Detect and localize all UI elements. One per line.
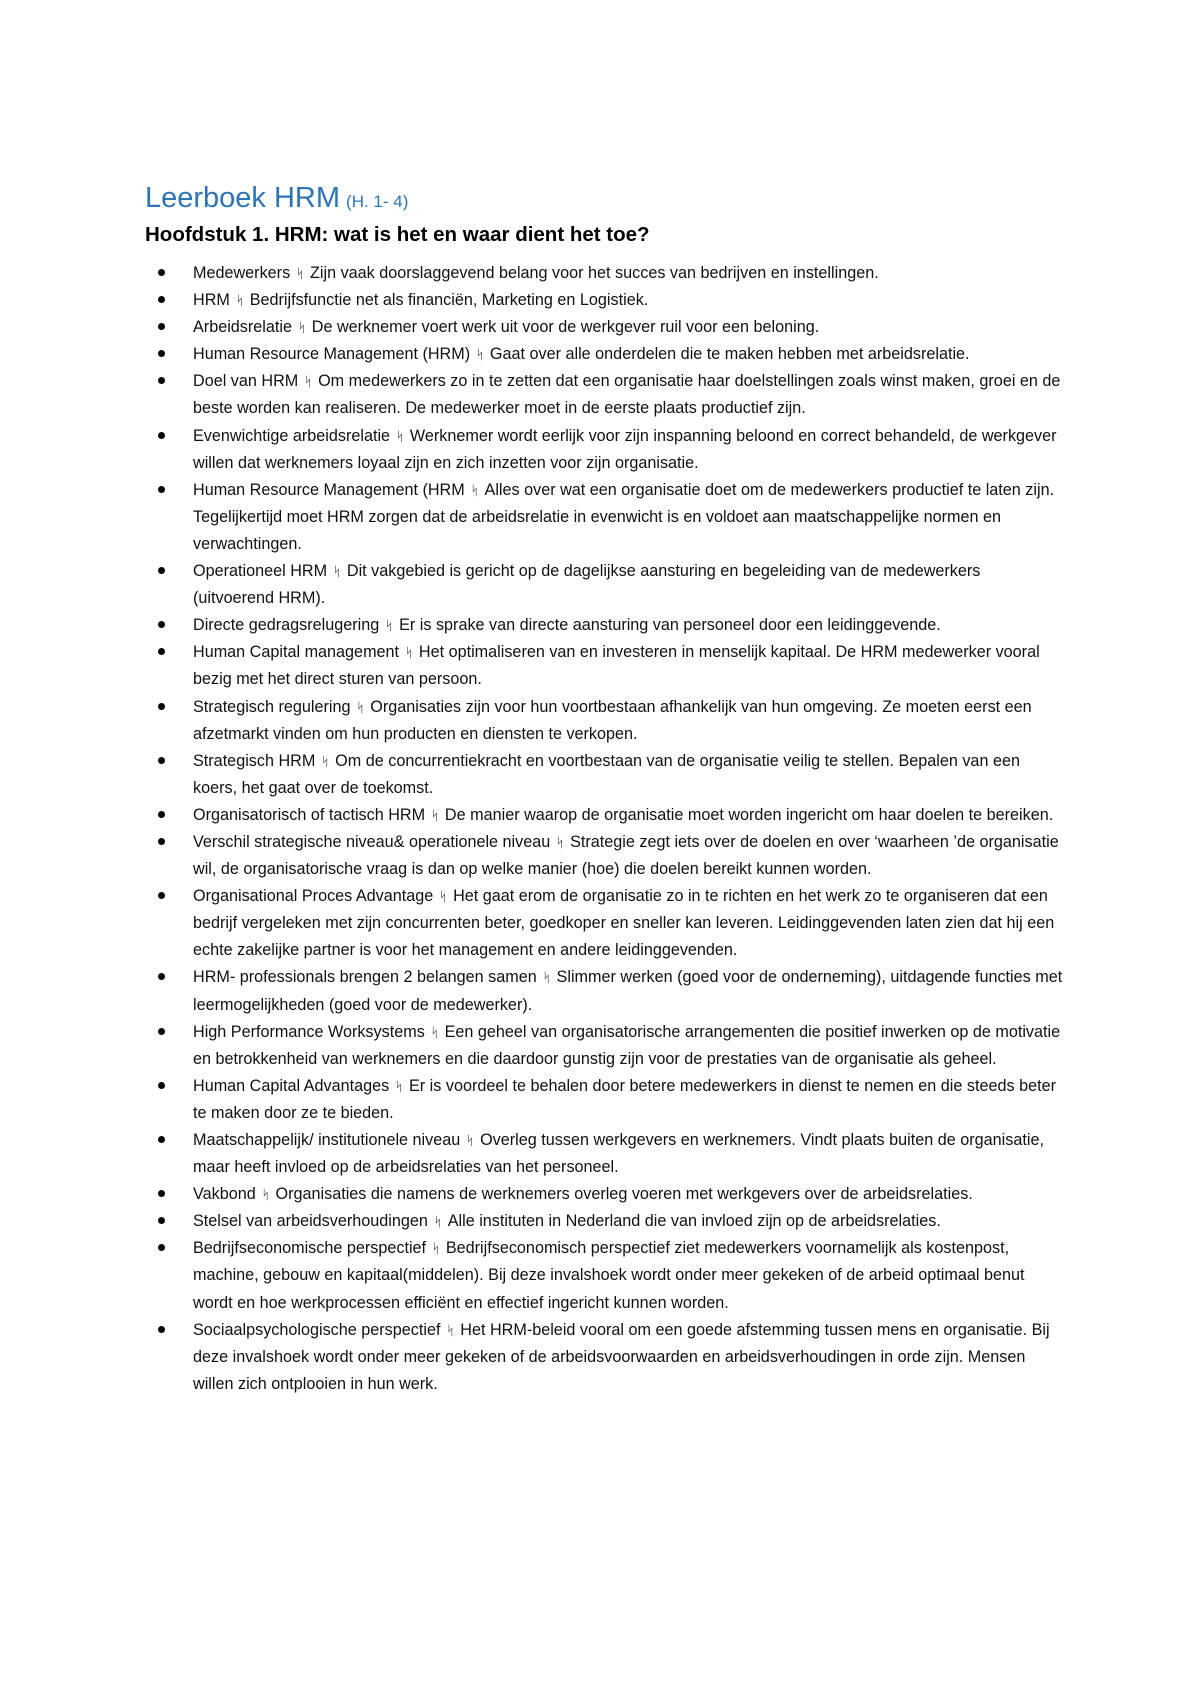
item-term: Operationeel HRM — [193, 562, 328, 581]
bullet-icon — [158, 1326, 165, 1333]
list-item — [145, 829, 1065, 883]
list-item — [145, 1127, 1065, 1181]
bullet-icon — [158, 1217, 165, 1224]
arrow-icon: ᛋ — [432, 1241, 440, 1257]
chapter-heading: Hoofdstuk 1. HRM: wat is het en waar dient het toe? — [145, 223, 650, 246]
arrow-icon: ᛋ — [431, 807, 439, 823]
item-definition: Dit vakgebied is gericht op de dagelijkse aansturing en begeleiding van de medewerkers (uitvoerend HRM). — [193, 562, 981, 608]
item-definition: Organisaties die namens de werknemers overleg voeren met werkgevers over de arbeidsrelaties. — [275, 1185, 973, 1204]
item-term: Doel van HRM — [193, 372, 299, 391]
bullet-icon — [158, 621, 165, 628]
arrow-icon: ᛋ — [405, 645, 413, 661]
item-term: Bedrijfseconomische perspectief — [193, 1239, 427, 1258]
bullet-icon — [158, 269, 165, 276]
list-item — [145, 341, 1065, 368]
item-term: Arbeidsrelatie — [193, 318, 292, 337]
item-term: Vakbond — [193, 1185, 256, 1204]
bullet-icon — [158, 973, 165, 980]
item-definition: Het HRM-beleid vooral om een goede afstemming tussen mens en organisatie. Bij deze invalshoek wordt onder meer gekeken of de arbeidsvoorwaarden en arbeidsverhoudingen in orde zijn. Mensen willen zich ontplooien in hun werk. — [193, 1320, 1050, 1393]
arrow-icon: ᛋ — [356, 699, 365, 715]
bullet-icon — [158, 323, 165, 330]
item-term: Medewerkers — [193, 264, 291, 282]
arrow-icon: ᛋ — [235, 293, 244, 309]
document-title — [145, 180, 408, 221]
arrow-icon: ᛋ — [433, 1214, 442, 1230]
arrow-icon: ᛋ — [297, 320, 306, 336]
arrow-icon: ᛋ — [446, 1322, 455, 1338]
item-definition: Alle instituten in Nederland die van invloed zijn op de arbeidsrelaties. — [447, 1212, 941, 1231]
list-item — [145, 964, 1065, 1018]
item-definition: Er is sprake van directe aansturing van personeel door een leidinggevende. — [399, 616, 941, 635]
item-term: Sociaalpsychologische perspectief — [193, 1320, 441, 1339]
bullet-icon — [158, 486, 165, 493]
arrow-icon: ᛋ — [296, 266, 304, 281]
item-term: High Performance Worksystems — [193, 1022, 425, 1041]
arrow-icon: ᛋ — [385, 618, 394, 634]
bullet-icon — [158, 1136, 165, 1143]
item-definition: Om medewerkers zo in te zetten dat een organisatie haar doelstellingen zoals winst maken, groei en de beste worden kan realiseren. De medewerker moet in de eerste plaats productief zijn. — [193, 372, 1061, 418]
item-definition: Om de concurrentiekracht en voortbestaan van de organisatie veilig te stellen. Bepalen van een koers, het gaat over de toekomst. — [193, 751, 1020, 797]
list-item — [145, 287, 1065, 314]
item-term: Human Capital management — [193, 643, 400, 662]
arrow-icon: ᛋ — [395, 1078, 403, 1094]
list-item — [145, 802, 1065, 829]
list-item — [145, 1073, 1065, 1127]
bullet-icon — [158, 567, 165, 574]
item-definition: Strategie zegt iets over de doelen en over ‘waarheen ’de organisatie wil, de organisatorische vraag is dan op welke manier (hoe) die doelen bereikt kunnen worden. — [193, 832, 1059, 879]
bullet-icon — [158, 1190, 165, 1197]
arrow-icon: ᛋ — [396, 428, 404, 444]
list-item — [145, 477, 1065, 558]
item-definition: Het gaat erom de organisatie zo in te richten en het werk zo te organiseren dat een bedrijf vergeleken met zijn concurrenten beter, goedkoper en sneller kan leveren. Leidinggevenden laten zien dat hij een echte zakelijke partner is voor het management en andere leidinggevenden. — [193, 887, 1055, 960]
item-definition: Zijn vaak doorslaggevend belang voor het succes van bedrijven en instellingen. — [309, 264, 879, 282]
title-chapters: (H. 1- 4) — [346, 192, 409, 211]
list-item — [145, 1208, 1065, 1235]
bullet-icon — [158, 648, 165, 655]
arrow-icon: ᛋ — [470, 482, 479, 498]
bullet-icon — [158, 296, 165, 303]
item-term: Strategisch HRM — [193, 751, 316, 770]
item-definition: Overleg tussen werkgevers en werknemers. Vindt plaats buiten de organisatie, maar heeft invloed op de arbeidsrelaties van het personeel. — [193, 1131, 1044, 1177]
arrow-icon: ᛋ — [556, 834, 565, 850]
arrow-icon: ᛋ — [542, 970, 551, 986]
item-definition: Alles over wat een organisatie doet om de medewerkers productief te laten zijn. Tegelijkertijd moet HRM zorgen dat de arbeidsrelatie in evenwicht is en voldoet aan maatschappelijke normen en verwachtingen. — [193, 480, 1055, 553]
item-definition: Werknemer wordt eerlijk voor zijn inspanning beloond en correct behandeld, de werkgever willen dat werknemers loyaal zijn en zich inzetten voor zijn organisatie. — [193, 426, 1057, 472]
item-term: Human Resource Management (HRM — [193, 480, 465, 499]
list-item — [145, 639, 1065, 693]
list-item — [145, 260, 1065, 287]
item-definition: De manier waarop de organisatie moet worden ingericht om haar doelen te bereiken. — [444, 805, 1054, 824]
item-definition: Het optimaliseren van en investeren in menselijk kapitaal. De HRM medewerker vooral bezig met het direct sturen van persoon. — [193, 643, 1040, 689]
bullet-icon — [158, 703, 165, 710]
bullet-icon — [158, 1082, 165, 1089]
arrow-icon: ᛋ — [333, 564, 341, 580]
bullet-icon — [158, 1244, 165, 1251]
list-item — [145, 368, 1065, 422]
bullet-icon — [158, 892, 165, 899]
item-term: Verschil strategische niveau& operationele niveau — [193, 832, 551, 851]
item-definition: Gaat over alle onderdelen die te maken hebben met arbeidsrelatie. — [489, 345, 970, 364]
item-term: Human Capital Advantages — [193, 1076, 390, 1095]
item-term: HRM — [193, 291, 230, 310]
list-item — [145, 1181, 1065, 1208]
item-term: Directe gedragsrelugering — [193, 616, 380, 635]
arrow-icon: ᛋ — [304, 374, 313, 390]
item-definition: Bedrijfseconomisch perspectief ziet medewerkers voornamelijk als kostenpost, machine, gebouw en kapitaal(middelen). Bij deze invalshoek wordt onder meer gekeken of de arbeid optimaal benut wordt en hoe werkprocessen efficiënt en effectief ingericht kunnen worden. — [193, 1239, 1025, 1312]
item-term: Organisational Proces Advantage — [193, 887, 434, 906]
list-item — [145, 748, 1065, 802]
arrow-icon: ᛋ — [321, 753, 330, 769]
item-term: Stelsel van arbeidsverhoudingen — [193, 1212, 428, 1231]
title-main: Leerboek HRM — [145, 182, 341, 214]
item-definition: Een geheel van organisatorische arrangementen die positief inwerken op de motivatie en betrokkenheid van werknemers en die daardoor gunstig zijn voor de prestaties van de organisatie als geheel. — [193, 1022, 1061, 1068]
item-term: Strategisch regulering — [193, 697, 351, 716]
bullet-icon — [158, 838, 165, 845]
item-definition: Organisaties zijn voor hun voortbestaan afhankelijk van hun omgeving. Ze moeten eerst een afzetmarkt vinden om hun producten en diensten te verkopen. — [193, 697, 1032, 743]
item-definition: Bedrijfsfunctie net als financiën, Marketing en Logistiek. — [249, 291, 649, 310]
item-definition: De werknemer voert werk uit voor de werkgever ruil voor een beloning. — [311, 318, 820, 337]
item-term: Maatschappelijk/ institutionele niveau — [193, 1131, 461, 1149]
list-item — [145, 1019, 1065, 1073]
bullet-icon — [158, 1028, 165, 1035]
bullet-icon — [158, 377, 165, 384]
item-definition: Slimmer werken (goed voor de onderneming), uitdagende functies met leermogelijkheden (goed voor de medewerker). — [193, 968, 1063, 1014]
item-term: HRM- professionals brengen 2 belangen samen — [193, 968, 537, 987]
list-item — [145, 694, 1065, 748]
arrow-icon: ᛋ — [261, 1187, 270, 1203]
bullet-list — [145, 260, 1065, 1398]
bullet-icon — [158, 350, 165, 357]
list-item — [145, 423, 1065, 477]
arrow-icon: ᛋ — [466, 1133, 475, 1148]
list-item — [145, 612, 1065, 639]
item-definition: Er is voordeel te behalen door betere medewerkers in dienst te nemen en die steeds beter te maken door ze te bieden. — [193, 1076, 1056, 1122]
bullet-icon — [158, 811, 165, 818]
item-term: Human Resource Management (HRM) — [193, 345, 471, 364]
bullet-icon — [158, 757, 165, 764]
list-item — [145, 1317, 1065, 1398]
item-term: Organisatorisch of tactisch HRM — [193, 805, 426, 824]
arrow-icon: ᛋ — [476, 347, 484, 363]
list-item — [145, 1235, 1065, 1316]
list-item — [145, 314, 1065, 341]
list-item — [145, 883, 1065, 964]
item-term: Evenwichtige arbeidsrelatie — [193, 426, 391, 445]
bullet-icon — [158, 432, 165, 439]
arrow-icon: ᛋ — [430, 1024, 439, 1040]
list-item — [145, 558, 1065, 612]
arrow-icon: ᛋ — [439, 889, 448, 905]
